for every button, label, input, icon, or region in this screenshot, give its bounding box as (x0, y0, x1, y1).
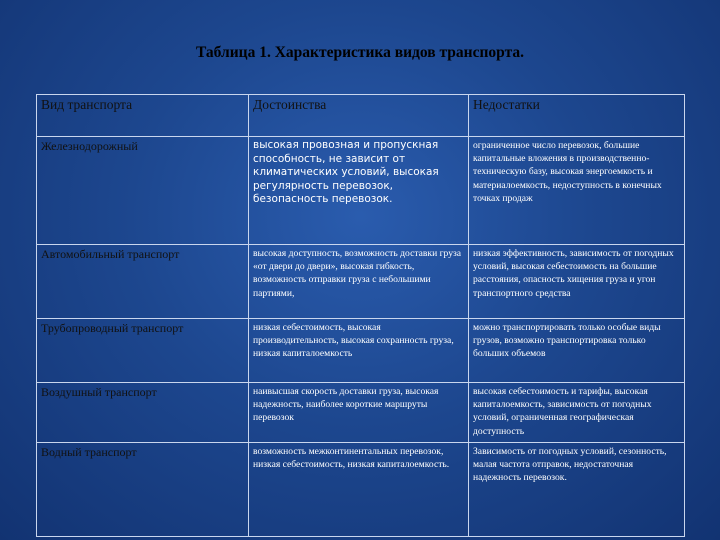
disadvantages-cell: Зависимость от погодных условий, сезонность, малая частота отправок, недостаточная надежность перевозок. (469, 443, 685, 537)
disadvantages-cell: высокая себестоимость и тарифы, высокая капиталоемкость, зависимость от погодных условий, ограниченная географическая доступность (469, 383, 685, 443)
transport-type-cell: Трубопроводный транспорт (37, 319, 249, 383)
table-row (37, 383, 685, 443)
advantages-cell: наивысшая скорость доставки груза, высокая надежность, наиболее короткие маршруты перевозок (249, 383, 469, 443)
disadvantages-cell: можно транспортировать только особые виды грузов, возможно транспортировка только больших объемов (469, 319, 685, 383)
transport-type-cell: Водный транспорт (37, 443, 249, 537)
advantages-cell: высокая доступность, возможность доставки груза «от двери до двери», высокая гибкость, возможность отправки груза с небольшими партиями, (249, 245, 469, 319)
table-row (37, 443, 685, 537)
column-header-advantages: Достоинства (249, 95, 469, 137)
table-row (37, 245, 685, 319)
transport-type-cell: Автомобильный транспорт (37, 245, 249, 319)
column-header-disadvantages: Недостатки (469, 95, 685, 137)
disadvantages-cell: ограниченное число перевозок, большие капитальные вложения в производственно-техническую базу, высокая энергоемкость и материалоемкость, недоступность в конечных точках продаж (469, 137, 685, 245)
table-title: Таблица 1. Характеристика видов транспорта. (195, 44, 525, 61)
column-header-type: Вид транспорта (37, 95, 249, 137)
transport-type-cell: Железнодорожный (37, 137, 249, 245)
advantages-cell: возможность межконтинентальных перевозок, низкая себестоимость, низкая капиталоемкость. (249, 443, 469, 537)
advantages-cell: высокая провозная и пропускная способность, не зависит от климатических условий, высокая регулярность перевозок, безопасность перевозок. (249, 137, 469, 245)
disadvantages-cell: низкая эффективность, зависимость от погодных условий, высокая себестоимость на большие расстояния, опасность хищения груза и угон транспортного средства (469, 245, 685, 319)
table-row (37, 319, 685, 383)
advantages-cell: низкая себестоимость, высокая производительность, высокая сохранность груза, низкая капиталоемкость (249, 319, 469, 383)
transport-type-cell: Воздушный транспорт (37, 383, 249, 443)
transport-table (36, 94, 685, 537)
table-row (37, 137, 685, 245)
table-header-row (37, 95, 685, 137)
